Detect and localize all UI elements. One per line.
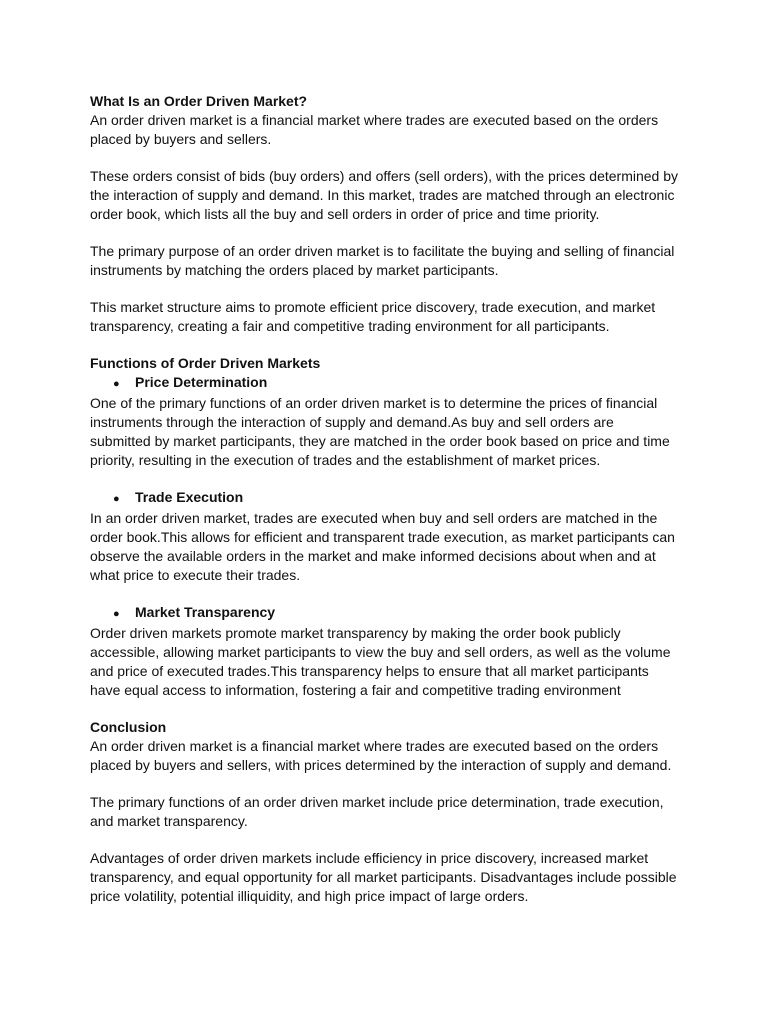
spacer (90, 775, 678, 793)
spacer (90, 831, 678, 849)
spacer (90, 585, 678, 603)
function-paragraph-trade-execution: In an order driven market, trades are executed when buy and sell orders are matched in the order book.This allows for efficient and transparent trade execution, as market participants can observe the available orders in the market and make informed decisions about when and at what price to execute their trades. (90, 510, 675, 583)
intro-paragraph-4: This market structure aims to promote efficient price discovery, trade execution, and market transparency, creating a fair and competitive trading environment for all participants. (90, 299, 656, 334)
bullet-title: Trade Execution (135, 489, 244, 505)
intro-paragraph-3: The primary purpose of an order driven market is to facilitate the buying and selling of financial instruments by matching the orders placed by market participants. (90, 243, 675, 278)
bullet-price-determination (90, 373, 678, 394)
intro-paragraph-1: An order driven market is a financial market where trades are executed based on the orders placed by buyers and sellers. (90, 112, 659, 147)
intro-heading: What Is an Order Driven Market? (90, 93, 308, 109)
bullet-icon: ● (113, 378, 120, 390)
bullet-trade-execution (90, 488, 678, 509)
spacer (90, 336, 678, 354)
spacer (90, 149, 678, 167)
spacer (90, 224, 678, 242)
bullet-icon: ● (113, 493, 120, 505)
conclusion-heading: Conclusion (90, 719, 167, 735)
spacer (90, 700, 678, 718)
intro-paragraph-2: These orders consist of bids (buy orders) and offers (sell orders), with the prices determined by the interaction of supply and demand. In this market, trades are matched through an electronic order book, which lists all the buy and sell orders in order of price and time priority. (90, 168, 678, 222)
conclusion-paragraph-2: The primary functions of an order driven market include price determination, trade execution, and market transparency. (90, 794, 664, 829)
function-paragraph-market-transparency: Order driven markets promote market transparency by making the order book publicly accessible, allowing market participants to view the buy and sell orders, as well as the volume and price of executed trades.This transparency helps to ensure that all market participants have equal access to information, fostering a fair and competitive trading environment (90, 625, 671, 698)
functions-heading: Functions of Order Driven Markets (90, 355, 321, 371)
spacer (90, 470, 678, 488)
bullet-icon: ● (113, 608, 120, 620)
function-paragraph-price-determination: One of the primary functions of an order driven market is to determine the prices of financial instruments through the interaction of supply and demand.As buy and sell orders are submitted by market participants, they are matched in the order book based on price and time priority, resulting in the execution of trades and the establishment of market prices. (90, 395, 670, 468)
conclusion-paragraph-3: Advantages of order driven markets include efficiency in price discovery, increased market transparency, and equal opportunity for all market participants. Disadvantages include possible price volatility, potential illiquidity, and high price impact of large orders. (90, 850, 677, 904)
bullet-title: Market Transparency (135, 604, 276, 620)
conclusion-paragraph-1: An order driven market is a financial market where trades are executed based on the orders placed by buyers and sellers, with prices determined by the interaction of supply and demand. (90, 738, 672, 773)
bullet-title: Price Determination (135, 374, 268, 390)
spacer (90, 280, 678, 298)
bullet-market-transparency (90, 603, 678, 624)
